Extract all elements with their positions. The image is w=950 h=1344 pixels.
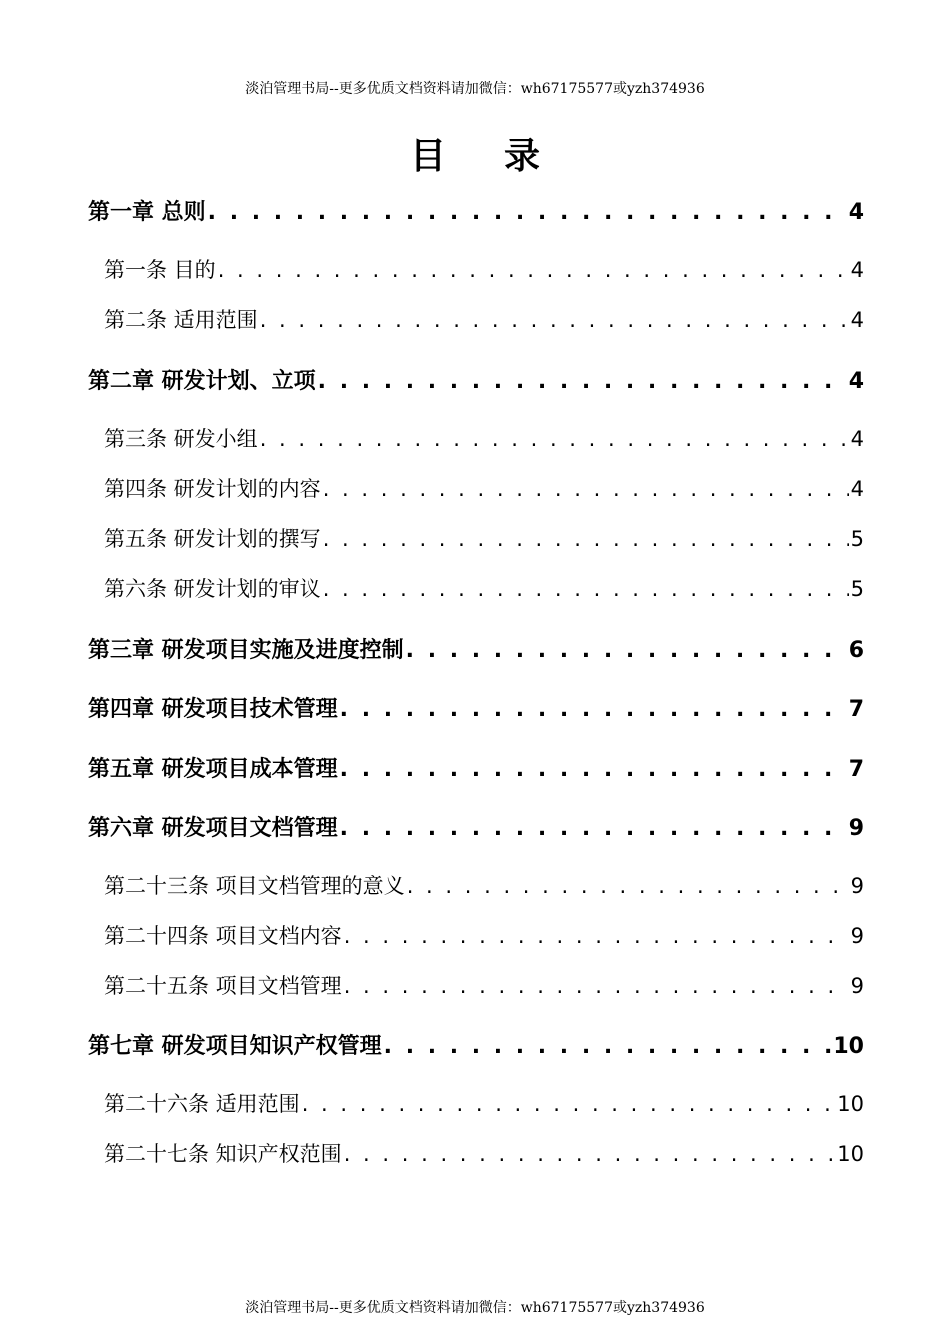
toc-article-entry[interactable] [104, 304, 864, 334]
toc-dot-leader [340, 697, 847, 722]
toc-dot-leader [406, 638, 847, 663]
page-footer-note: 淡泊管理书局--更多优质文档资料请加微信：wh67175577或yzh374936 [245, 1300, 705, 1316]
toc-page-number: 4 [850, 308, 864, 332]
toc-article-entry[interactable] [104, 1088, 864, 1118]
toc-page-number: 6 [848, 638, 864, 663]
toc-dot-leader [260, 427, 849, 451]
toc-dot-leader [384, 1034, 832, 1059]
toc-entry-label: 第七章 研发项目知识产权管理 [88, 1034, 382, 1059]
toc-page-number: 4 [848, 369, 864, 394]
toc-chapter-entry[interactable] [88, 195, 864, 226]
toc-page-number: 4 [850, 427, 864, 451]
toc-page-number: 4 [850, 477, 864, 501]
toc-page-number: 4 [848, 200, 864, 225]
toc-page-number: 7 [848, 757, 864, 782]
toc-chapter-entry[interactable] [88, 692, 864, 723]
toc-chapter-entry[interactable] [88, 1029, 864, 1060]
toc-page-number: 10 [833, 1034, 864, 1059]
toc-entry-label: 第二十四条 项目文档内容 [104, 924, 342, 948]
toc-article-entry[interactable] [104, 573, 864, 603]
toc-dot-leader [323, 477, 849, 501]
toc-entry-label: 第五章 研发项目成本管理 [88, 757, 338, 782]
toc-dot-leader [344, 974, 849, 998]
toc-entry-label: 第五条 研发计划的撰写 [104, 527, 321, 551]
toc-dot-leader [344, 1142, 836, 1166]
toc-entry-label: 第六条 研发计划的审议 [104, 577, 321, 601]
toc-page-number: 5 [850, 527, 864, 551]
toc-article-entry[interactable] [104, 473, 864, 503]
toc-dot-leader [208, 200, 847, 225]
toc-entry-label: 第二十五条 项目文档管理 [104, 974, 342, 998]
toc-entry-label: 第四章 研发项目技术管理 [88, 697, 338, 722]
toc-dot-leader [302, 1092, 836, 1116]
toc-article-entry[interactable] [104, 523, 864, 553]
toc-chapter-entry[interactable] [88, 811, 864, 842]
toc-page-number: 4 [850, 258, 864, 282]
toc-entry-label: 第三章 研发项目实施及进度控制 [88, 638, 404, 663]
toc-entry-label: 第一条 目的 [104, 258, 216, 282]
toc-dot-leader [318, 369, 847, 394]
toc-entry-label: 第一章 总则 [88, 200, 206, 225]
toc-article-entry[interactable] [104, 970, 864, 1000]
toc-dot-leader [340, 816, 847, 841]
toc-chapter-entry[interactable] [88, 752, 864, 783]
toc-entry-label: 第二章 研发计划、立项 [88, 369, 316, 394]
toc-dot-leader [340, 757, 847, 782]
toc-dot-leader [407, 874, 849, 898]
toc-page-number: 9 [850, 974, 864, 998]
toc-chapter-entry[interactable] [88, 633, 864, 664]
toc-page-number: 10 [837, 1142, 864, 1166]
toc-entry-label: 第二条 适用范围 [104, 308, 258, 332]
toc-dot-leader [218, 258, 849, 282]
toc-page-number: 9 [850, 924, 864, 948]
toc-article-entry[interactable] [104, 920, 864, 950]
toc-article-entry[interactable] [104, 1138, 864, 1168]
toc-page-number: 9 [850, 874, 864, 898]
toc-page-number: 7 [848, 697, 864, 722]
toc-dot-leader [344, 924, 849, 948]
toc-article-entry[interactable] [104, 870, 864, 900]
toc-entry-label: 第三条 研发小组 [104, 427, 258, 451]
toc-chapter-entry[interactable] [88, 364, 864, 395]
toc-entry-label: 第四条 研发计划的内容 [104, 477, 321, 501]
toc-entry-label: 第六章 研发项目文档管理 [88, 816, 338, 841]
toc-dot-leader [323, 527, 849, 551]
toc-entry-label: 第二十三条 项目文档管理的意义 [104, 874, 405, 898]
toc-article-entry[interactable] [104, 254, 864, 284]
page-header-note: 淡泊管理书局--更多优质文档资料请加微信：wh67175577或yzh374936 [245, 81, 705, 97]
toc-entry-label: 第二十七条 知识产权范围 [104, 1142, 342, 1166]
toc-page-number: 10 [837, 1092, 864, 1116]
toc-page-number: 9 [848, 816, 864, 841]
toc-dot-leader [260, 308, 849, 332]
toc-title: 目录 [409, 136, 598, 177]
toc-entry-label: 第二十六条 适用范围 [104, 1092, 300, 1116]
toc-dot-leader [323, 577, 849, 601]
toc-article-entry[interactable] [104, 423, 864, 453]
toc-page-number: 5 [850, 577, 864, 601]
